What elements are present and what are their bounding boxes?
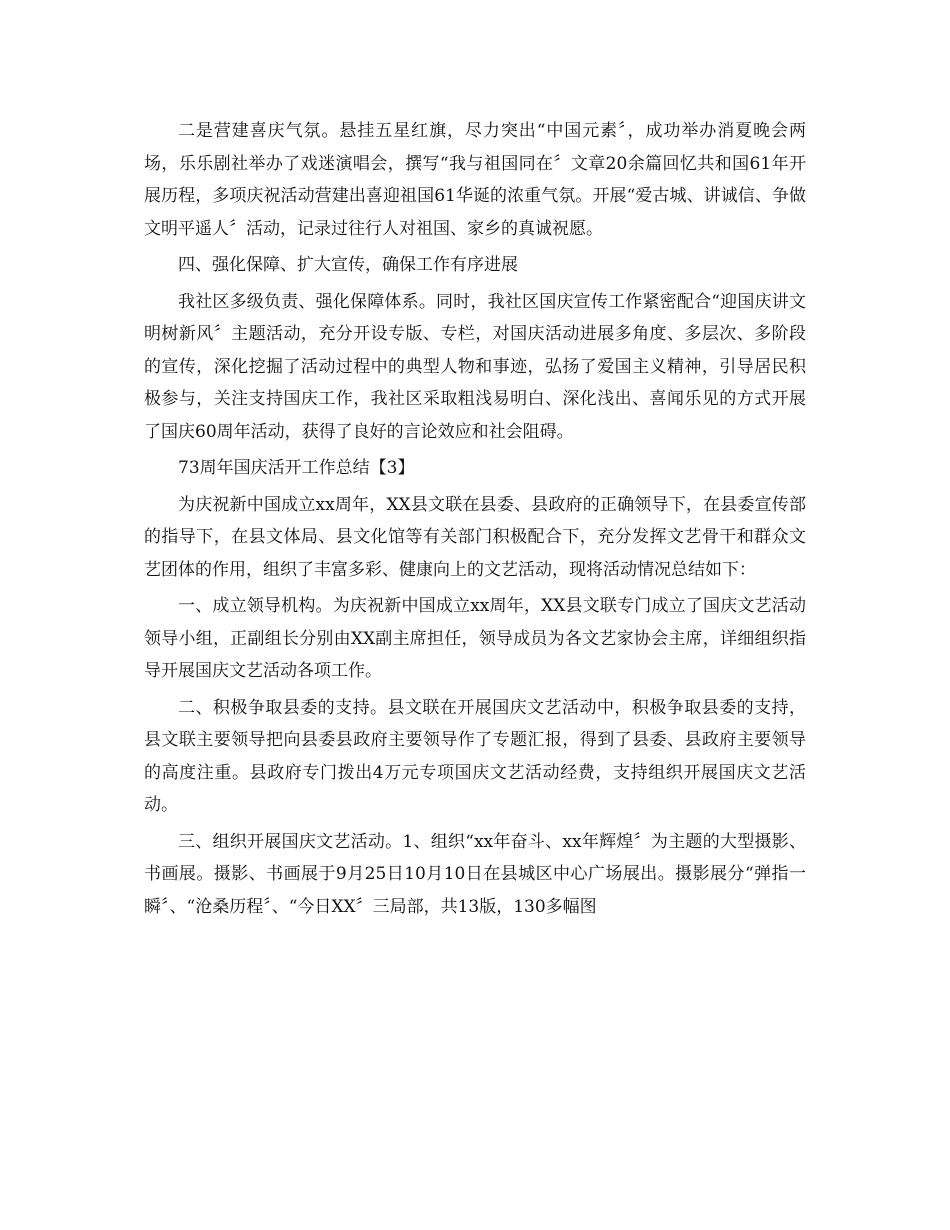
section-title-summary-3: 73周年国庆活开工作总结【3】: [178, 458, 415, 478]
paragraph-atmosphere: 二是营建喜庆气氛。悬挂五星红旗，尽力突出“中国元素〞，成功举办消夏晚会两场，乐乐剧社举办了戏迷演唱会，撰写“我与祖国同在〞文章20余篇回忆共和国61年开展历程，多项庆祝活动营建出喜迎祖国61华诞的浓重气氛。开展“爱古城、讲诚信、争做文明平遥人〞活动，记录过往行人对祖国、家乡的真诚祝愿。: [144, 121, 806, 239]
paragraph-intro: 为庆祝新中国成立xx周年，XX县文联在县委、县政府的正确领导下，在县委宣传部的指导下，在县文体局、县文化馆等有关部门积极配合下，充分发挥文艺骨干和群众文艺团体的作用，组织了丰富多彩、健康向上的文艺活动，现将活动情况总结如下：: [144, 494, 806, 580]
paragraph-activities: 三、组织开展国庆文艺活动。1、组织“xx年奋斗、xx年辉煌〞为主题的大型摄影、书画展。摄影、书画展于9月25日10月10日在县城区中心广场展出。摄影展分“弹指一瞬〞、“沧桑历程〞、“今日XX〞三局部，共13版，130多幅图: [144, 831, 806, 917]
paragraph-support: 二、积极争取县委的支持。县文联在开展国庆文艺活动中，积极争取县委的支持，县文联主要领导把向县委县政府主要领导作了专题汇报，得到了县委、县政府主要领导的高度注重。县政府专门拨出4万元专项国庆文艺活动经费，支持组织开展国庆文艺活动。: [144, 697, 806, 815]
section-heading-four: 四、强化保障、扩大宣传，确保工作有序进展: [178, 255, 518, 275]
paragraph-community-publicity: 我社区多级负责、强化保障体系。同时，我社区国庆宣传工作紧密配合“迎国庆讲文明树新风〞主题活动，充分开设专版、专栏，对国庆活动进展多角度、多层次、多阶段的宣传，深化挖掘了活动过程中的典型人物和事迹，弘扬了爱国主义精神，引导居民积极参与，关注支持国庆工作，我社区采取粗浅易明白、深化浅出、喜闻乐见的方式开展了国庆60周年活动，获得了良好的言论效应和社会阻碍。: [144, 291, 806, 442]
paragraph-leadership: 一、成立领导机构。为庆祝新中国成立xx周年，XX县文联专门成立了国庆文艺活动领导小组，正副组长分别由XX副主席担任，领导成员为各文艺家协会主席，详细组织指导开展国庆文艺活动各项工作。: [144, 596, 806, 681]
document-body: [144, 115, 806, 927]
